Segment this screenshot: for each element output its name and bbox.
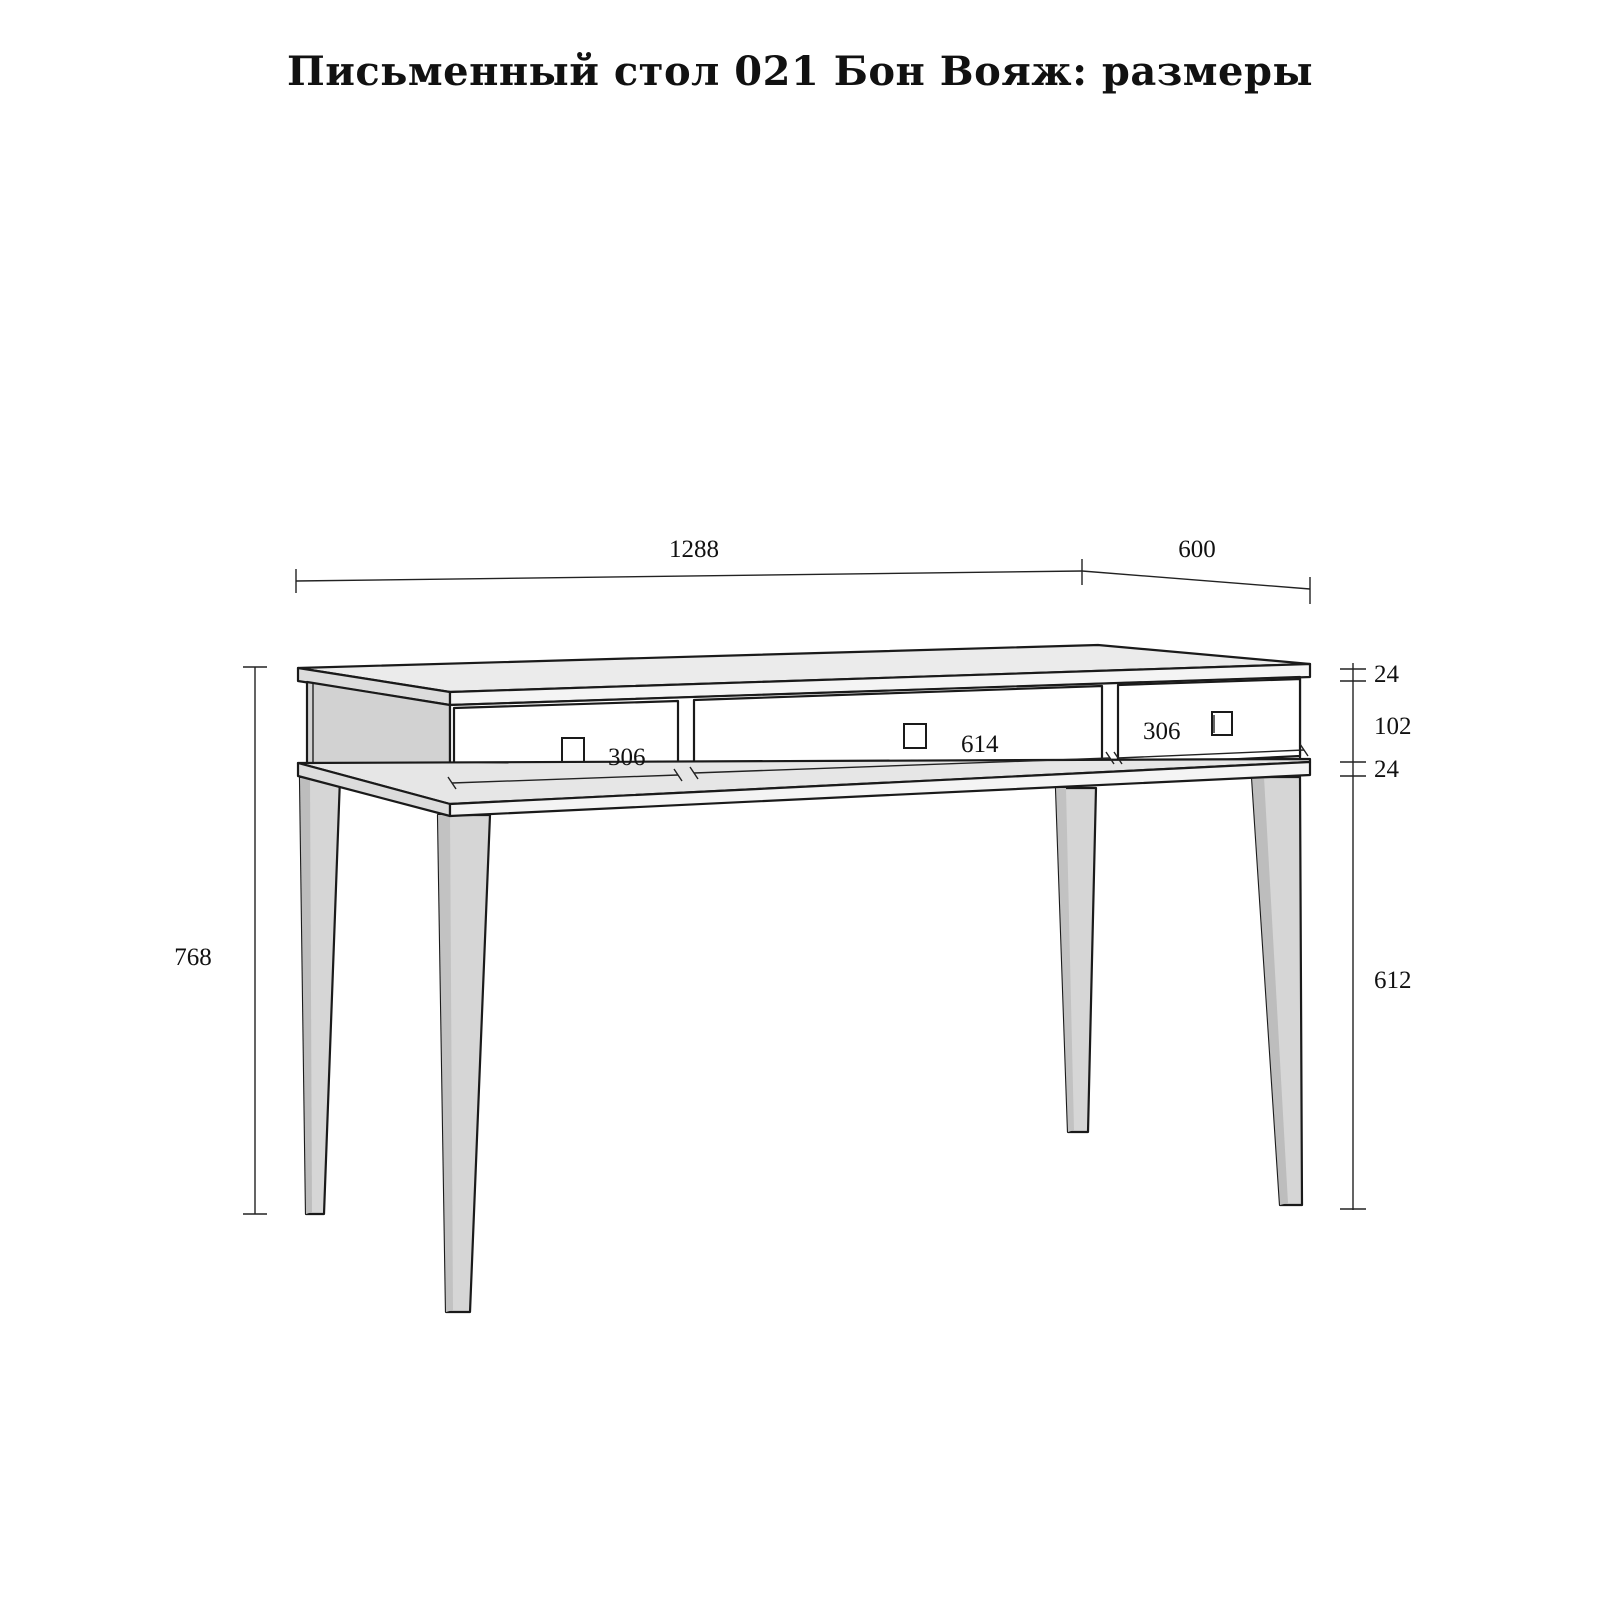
dim-drawer-right-label: 306	[1143, 718, 1181, 745]
dim-drawer-left-label: 306	[608, 744, 646, 771]
dim-drawer-height-label: 102	[1374, 713, 1412, 740]
dim-leg-height-label: 612	[1374, 967, 1412, 994]
dim-bottom-panel-label: 24	[1374, 756, 1399, 783]
leg-back-left-side	[300, 778, 312, 1214]
drawer-left-handle	[562, 738, 584, 762]
desk-legs	[300, 777, 1302, 1312]
dim-depth-label: 600	[1178, 536, 1216, 563]
dim-height-total-label: 768	[174, 944, 212, 971]
dim-drawer-center-label: 614	[961, 731, 999, 758]
drawer-right-handle	[1212, 712, 1232, 735]
page-title: Письменный стол 021 Бон Вояж: размеры	[286, 48, 1314, 95]
dim-top-thickness-label: 24	[1374, 661, 1399, 688]
drawer-center-handle	[904, 724, 926, 748]
dim-width-label: 1288	[669, 536, 719, 563]
